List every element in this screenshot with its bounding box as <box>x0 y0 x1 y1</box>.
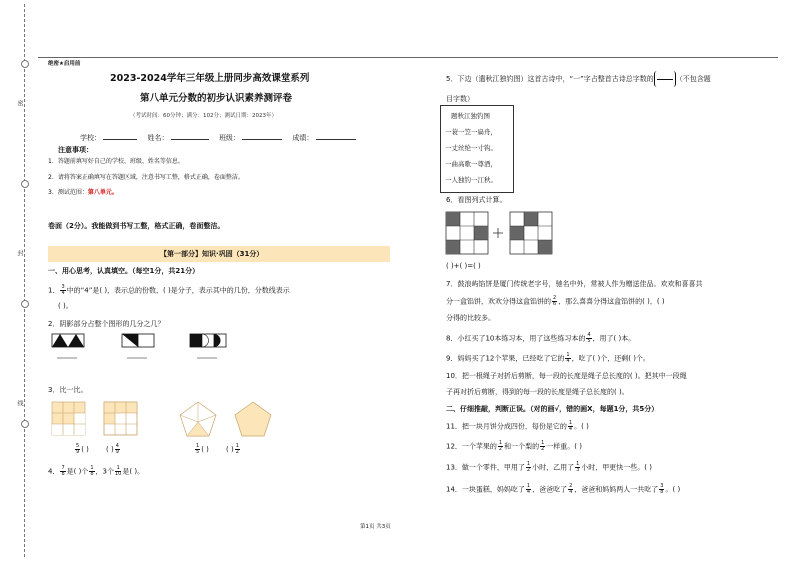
fraction <box>75 444 80 455</box>
score-label: 成绩： <box>292 134 314 142</box>
q8-text: 8．小红买了10本练习本，用了这些练习本的 <box>446 334 586 343</box>
numerator: 1 <box>235 443 239 449</box>
q7-text: 分一盒馅饼，欢欢分得这盒馅饼的 <box>446 297 551 306</box>
q10-line2: 子再对折后剪断，得到的每一段的长度是绳子总长度的( )。 <box>446 388 629 396</box>
section-fill-in: 一、用心思考，认真填空。（每空1分，共21分） <box>48 267 200 275</box>
fraction <box>659 484 664 495</box>
q7-text: ，那么喜喜分得这盒馅饼的( )，( ) <box>558 297 665 306</box>
denominator: 2 <box>526 467 531 473</box>
grid-four-ninths <box>104 402 137 435</box>
numerator: 7 <box>61 465 65 471</box>
poem-line: 一丈丝纶一寸钩。 <box>445 144 497 152</box>
q13-text: 小时，甲更快一些。( ) <box>581 463 652 472</box>
numerator: 2 <box>569 483 573 489</box>
range-label: 3．测试范围： <box>48 189 88 196</box>
q13-text: 13．做一个零件，甲用了 <box>446 463 525 472</box>
q4-text: ，3个 <box>95 467 114 476</box>
question-12 <box>446 441 582 452</box>
question-13 <box>446 462 652 473</box>
exam-title: 第八单元分数的初步认识素养测评卷 <box>140 93 293 104</box>
fraction <box>575 462 580 473</box>
denominator: 8 <box>90 471 94 477</box>
denominator: 2 <box>541 446 545 452</box>
neatness-line: 卷面（2分）。我能做到书写工整，格式正确，卷面整洁。 <box>48 222 225 230</box>
q5-text: 5．下边（遣秋江独钓图）这首古诗中，“一”字占整首古诗总字数的 <box>446 75 654 83</box>
secret-label: 绝密★启用前 <box>48 61 81 67</box>
name-blank[interactable] <box>171 139 209 140</box>
seal-label: 线 <box>16 400 23 406</box>
q4-text: 是( )个 <box>66 467 89 476</box>
fraction <box>195 444 200 455</box>
binding-margin <box>0 0 30 561</box>
note-item: 1．答题前填写好自己的学校、班级、姓名等信息。 <box>48 158 184 165</box>
q1-cont: ( )。 <box>58 302 73 310</box>
q5-fraction-blank[interactable] <box>654 71 676 87</box>
denominator: 2 <box>235 449 239 455</box>
q11-text: 11．把一块月饼分成四份，每份是它的 <box>446 422 567 431</box>
q9-text: 9．妈妈买了12个苹果，已经吃了它的 <box>446 354 565 363</box>
q2-shapes <box>52 333 312 373</box>
fraction <box>60 466 65 477</box>
denominator: 8 <box>660 489 664 495</box>
pentagon-one-fifth <box>180 402 216 436</box>
shape-semicircle <box>190 334 226 347</box>
question-3: 3．比一比。 <box>48 386 88 394</box>
q13-text: 小时，乙用了 <box>532 463 575 472</box>
q3-figures <box>52 402 312 442</box>
class-blank[interactable] <box>242 139 282 140</box>
q5-text: （不包含题 <box>675 75 711 83</box>
cut-line <box>24 4 25 557</box>
q9-text: ，吃了( )个，还剩( )个。 <box>571 354 650 363</box>
q7-line3: 分得的比较多。 <box>446 314 495 322</box>
fraction <box>89 466 94 477</box>
compare-item <box>106 444 121 455</box>
numerator: 3 <box>660 483 664 489</box>
q6-grids <box>446 212 576 258</box>
notes-heading: 注意事项： <box>58 146 93 154</box>
poem-title: 题秋江独钓图 <box>451 112 490 120</box>
grid-right <box>510 212 552 254</box>
numerator: 4 <box>115 443 119 449</box>
name-label: 姓名： <box>147 134 169 142</box>
q7-line2 <box>446 296 665 307</box>
q14-text: 14．一块蛋糕，妈妈吃了 <box>446 485 525 494</box>
denominator: 5 <box>587 338 591 344</box>
q11-text: 。( ) <box>574 422 589 431</box>
numerator: 1 <box>566 352 570 358</box>
numerator: 1 <box>526 483 531 489</box>
question-9 <box>446 353 650 364</box>
binding-hole <box>21 60 29 68</box>
q12-text: 和一个梨的 <box>504 442 540 451</box>
q14-text: ，爸爸吃了 <box>532 485 568 494</box>
numerator: 1 <box>196 443 200 449</box>
question-7: 7．鼓浪屿馅饼是厦门传统老字号，驰名中外，常被人作为赠送佳品。欢欢和喜喜共 <box>446 280 703 288</box>
score-blank[interactable] <box>316 139 356 140</box>
numerator: 1 <box>498 440 503 446</box>
compare-item <box>226 444 241 455</box>
denominator: 5 <box>196 449 200 455</box>
grid-five-ninths <box>52 402 85 435</box>
fraction <box>115 466 121 477</box>
poem-line: 一蓑一笠一扁舟， <box>445 128 497 136</box>
fraction <box>540 441 545 452</box>
binding-hole <box>21 180 29 188</box>
shape-diagonal <box>122 334 154 347</box>
denominator: 4 <box>568 426 573 432</box>
compare-blank[interactable]: ( ) <box>226 445 234 454</box>
denominator: 4 <box>526 489 531 495</box>
denominator: 9 <box>115 449 119 455</box>
question-4 <box>48 466 144 477</box>
compare-blank[interactable]: ( ) <box>106 445 114 454</box>
section-judge: 二、仔细推敲，判断正误。（对的画√，错的画X，每题1分，共5分） <box>446 405 659 413</box>
compare-blank[interactable]: ( ) <box>201 445 209 454</box>
poem-line: 一曲高歌一尊酒， <box>445 160 497 168</box>
numerator: 1 <box>568 420 573 426</box>
q-number: 4． <box>48 467 60 476</box>
question-10: 10．把一根绳子对折后剪断，每一段的长度是绳子总长度的( )。把其中一段绳 <box>446 372 687 380</box>
q8-text: ，用了( )本。 <box>592 334 636 343</box>
q12-text: 一样重。( ) <box>546 442 582 451</box>
poem-line: 一人独钓一江秋。 <box>445 176 497 184</box>
numerator: 2 <box>553 295 557 301</box>
grid-left <box>446 212 488 254</box>
q14-text: ，爸爸和妈妈两人一共吃了 <box>574 485 659 494</box>
question-11 <box>446 421 589 432</box>
seal-label: 密 <box>16 100 23 106</box>
question-5 <box>446 71 711 87</box>
school-label: 学校： <box>80 134 101 142</box>
part1-banner-text: 【第一部分】知识·巩固（31分） <box>160 250 264 258</box>
plus-sign <box>493 228 503 238</box>
fraction <box>498 441 503 452</box>
numerator: 1 <box>541 440 545 446</box>
fraction <box>568 484 573 495</box>
page-number: 第1页 共3页 <box>360 524 391 530</box>
pentagon-half <box>235 402 271 436</box>
fraction <box>526 484 531 495</box>
fraction <box>235 444 240 455</box>
question-8 <box>446 333 635 344</box>
compare-item <box>74 444 89 455</box>
exam-info: （考试时间：60分钟；满分：102分；测试日期：2023年） <box>130 113 277 119</box>
compare-blank[interactable]: ( ) <box>81 445 89 454</box>
denominator: 2 <box>498 446 503 452</box>
numerator: 5 <box>76 443 80 449</box>
header-rule <box>38 57 778 58</box>
note-range <box>48 189 118 196</box>
numerator: 1 <box>116 465 120 471</box>
exam-series-title: 2023-2024学年三年级上册同步高效课堂系列 <box>110 73 310 84</box>
question-14 <box>446 484 680 495</box>
fraction <box>568 421 573 432</box>
q1-text: 中的“4”是( )，表示总的份数，( )是分子，表示其中的几份，分数线表示 <box>66 286 290 295</box>
numerator: 1 <box>576 461 580 467</box>
denominator: 10 <box>115 471 122 477</box>
numerator: 1 <box>526 461 531 467</box>
q6-equation[interactable]: ( )+( )=( ) <box>446 262 481 270</box>
question-1 <box>48 285 290 296</box>
fraction <box>115 444 120 455</box>
denominator: 4 <box>566 358 570 364</box>
binding-hole <box>21 300 29 308</box>
q-number: 1． <box>48 286 60 295</box>
numerator: 4 <box>587 332 591 338</box>
denominator: 8 <box>61 471 65 477</box>
note-item: 2．请将答案正确填写在答题区域，注意书写工整，格式正确，卷面整洁。 <box>48 174 244 181</box>
question-2: 2．阴影部分占整个图形的几分之几？ <box>48 320 165 328</box>
q12-text: 12．一个苹果的 <box>446 442 497 451</box>
question-6: 6．看图列式计算。 <box>446 196 507 204</box>
q14-text: 。( ) <box>665 485 681 494</box>
numerator: 3 <box>61 284 65 290</box>
fraction <box>586 333 591 344</box>
shape-triangles <box>52 334 84 347</box>
q5-cont: 目字数） <box>446 95 474 103</box>
denominator: 4 <box>569 489 573 495</box>
seal-label: 封 <box>16 250 23 256</box>
fraction <box>60 285 65 296</box>
fraction <box>526 462 531 473</box>
q4-text: 是( )。 <box>122 467 145 476</box>
denominator: 6 <box>553 301 557 307</box>
class-label: 班级： <box>218 134 240 142</box>
numerator: 1 <box>90 465 94 471</box>
fraction <box>565 353 570 364</box>
student-fields <box>80 134 356 142</box>
compare-item <box>194 444 209 455</box>
poem-box <box>440 105 514 193</box>
denominator: 4 <box>61 290 65 296</box>
range-value: 第八单元。 <box>87 189 118 196</box>
denominator: 9 <box>76 449 80 455</box>
denominator: 3 <box>576 467 580 473</box>
fraction <box>552 296 557 307</box>
school-blank[interactable] <box>103 139 137 140</box>
binding-hole <box>21 420 29 428</box>
